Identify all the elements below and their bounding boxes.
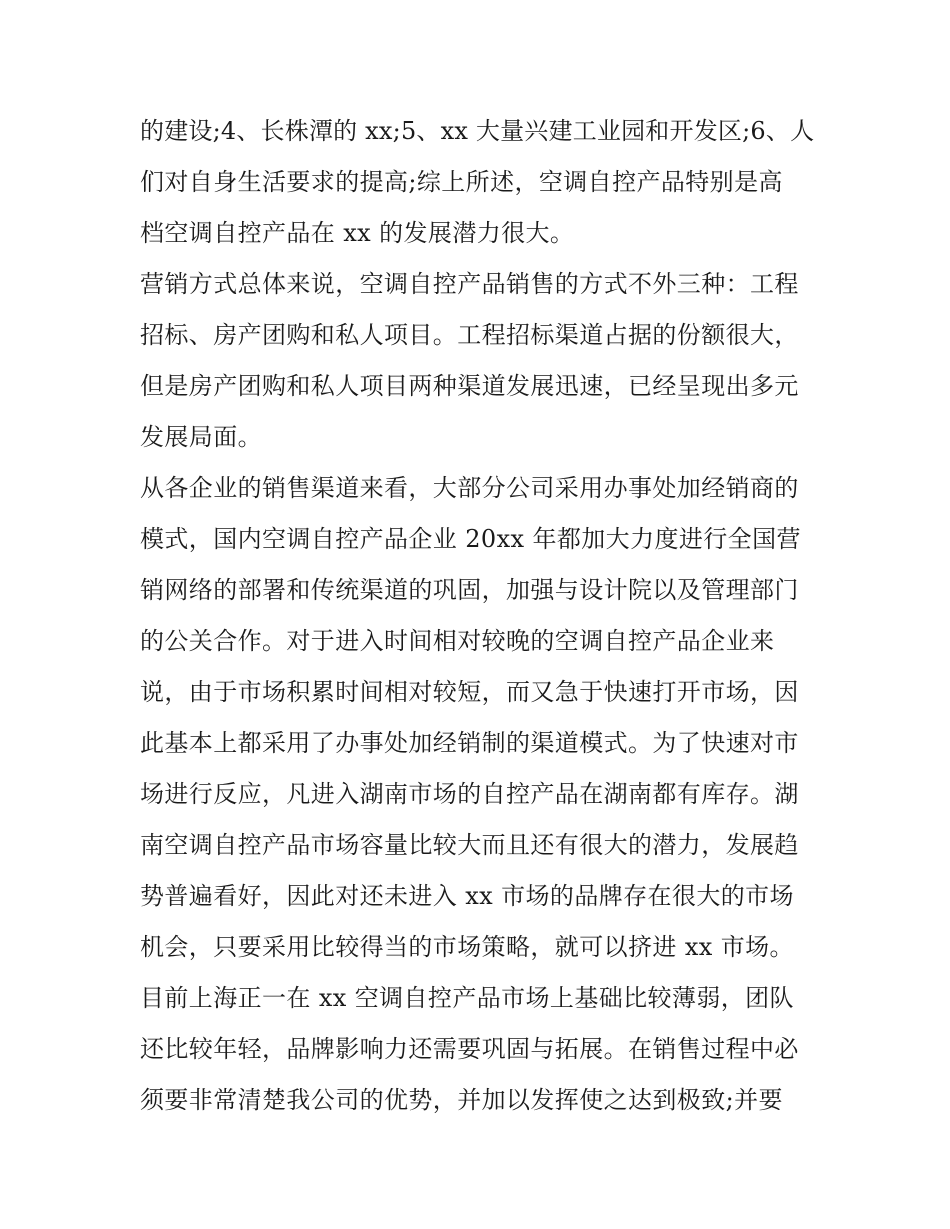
text-line: 模式，国内空调自控产品企业 20xx 年都加大力度进行全国营 (140, 525, 801, 553)
text-line: 场进行反应，凡进入湖南市场的自控产品在湖南都有库存。湖 (140, 780, 799, 808)
text-line: 此基本上都采用了办事处加经销制的渠道模式。为了快速对市 (140, 729, 799, 757)
text-line: 还比较年轻，品牌影响力还需要巩固与拓展。在销售过程中必 (140, 1035, 799, 1063)
paragraph-sales-channels (140, 463, 820, 973)
text-line: 势普遍看好，因此对还未进入 xx 市场的品牌存在很大的市场 (140, 882, 794, 910)
text-line: 但是房产团购和私人项目两种渠道发展迅速，已经呈现出多元 (140, 372, 799, 400)
text-line: 南空调自控产品市场容量比较大而且还有很大的潜力，发展趋 (140, 831, 799, 859)
text-line: 的公关合作。对于进入时间相对较晚的空调自控产品企业来 (140, 627, 775, 655)
paragraph-company-situation (140, 973, 820, 1126)
text-line: 营销方式总体来说，空调自控产品销售的方式不外三种：工程 (140, 270, 799, 298)
text-line: 机会，只要采用比较得当的市场策略，就可以挤进 xx 市场。 (140, 933, 794, 961)
text-line: 的建设;4、长株潭的 xx;5、xx 大量兴建工业园和开发区;6、人 (140, 117, 815, 145)
paragraph-development-potential (140, 106, 820, 259)
text-line: 目前上海正一在 xx 空调自控产品市场上基础比较薄弱，团队 (140, 984, 794, 1012)
text-line: 说，由于市场积累时间相对较短，而又急于快速打开市场，因 (140, 678, 799, 706)
text-line: 从各企业的销售渠道来看，大部分公司采用办事处加经销商的 (140, 474, 799, 502)
text-line: 销网络的部署和传统渠道的巩固，加强与设计院以及管理部门 (140, 576, 799, 604)
paragraph-sales-methods (140, 259, 820, 463)
text-line: 须要非常清楚我公司的优势，并加以发挥使之达到极致;并要 (140, 1086, 783, 1114)
document-body (140, 106, 820, 1126)
text-line: 招标、房产团购和私人项目。工程招标渠道占据的份额很大， (140, 321, 799, 349)
text-line: 发展局面。 (140, 423, 262, 451)
text-line: 档空调自控产品在 xx 的发展潜力很大。 (140, 219, 575, 247)
text-line: 们对自身生活要求的提高;综上所述，空调自控产品特别是高 (140, 168, 783, 196)
